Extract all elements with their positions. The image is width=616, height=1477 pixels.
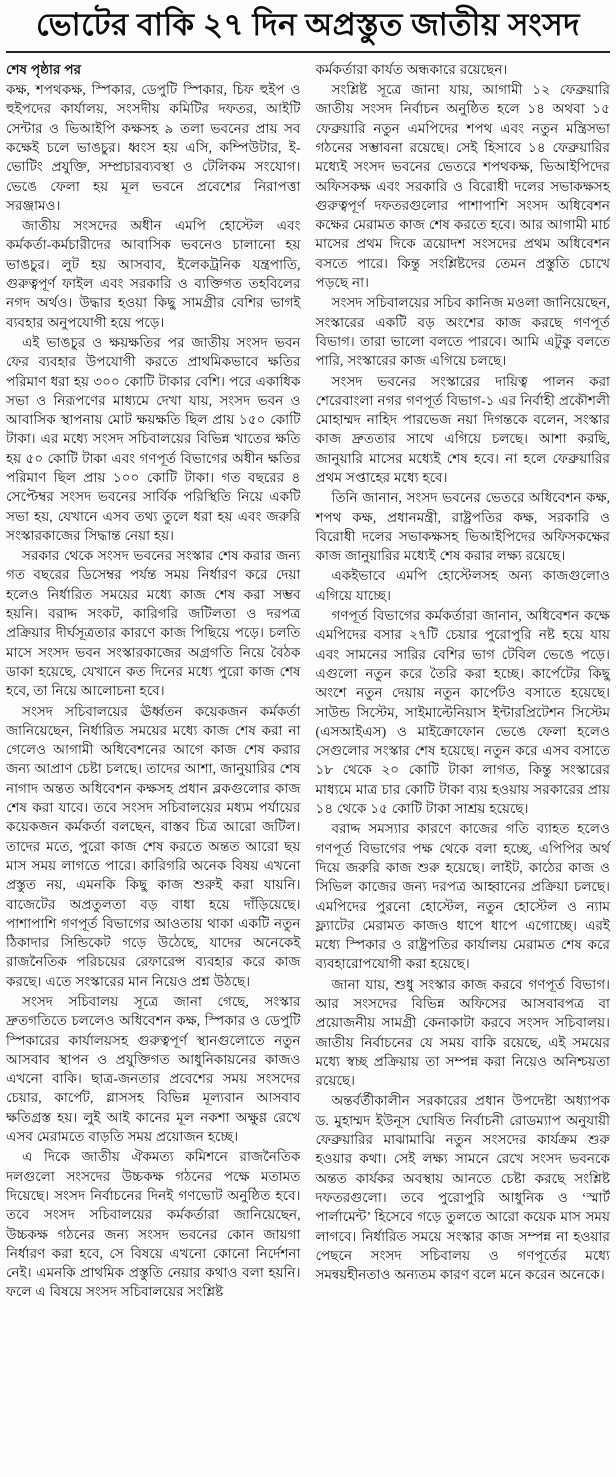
continuation-note: শেষ পৃষ্ঠার পর: [6, 61, 82, 77]
article-column-left: [6, 60, 301, 1303]
article-paragraph: সরকার থেকে সংসদ ভবনের সংস্কার শেষ করার জন্য গত বছরের ডিসেম্বর পর্যন্ত সময় নির্ধারণ করে দেয়া হলেও নির্ধারিত সময়ের মধ্যে কাজ শেষ করা সম্ভব হয়নি। বরাদ্দ সংকট, কারিগরি জটিলতা ও দরপত্র প্রক্রিয়ার দীর্ঘসূত্রতার কারণে কাজ পিছিয়ে পড়ে। চলতি মাসে সংসদ ভবন সংস্কারকাজের অগ্রগতি নিয়ে বৈঠক ডাকা হয়েছে, যেখানে কত দিনের মধ্যে পুরো কাজ শেষ হবে, তা নিয়ে আলোচনা হবে।: [6, 548, 301, 699]
article-body: [6, 60, 610, 1303]
right-column-paragraphs: [316, 60, 611, 1285]
article-paragraph: তিনি জানান, সংসদ ভবনের ভেতরে অধিবেশন কক্ষ, শপথ কক্ষ, প্রধানমন্ত্রী, রাষ্ট্রপতির কক্ষ, সরকারি ও বিরোধী দলের সভাকক্ষসহ ভিআইপিদের অফিসকক্ষের কাজ জানুয়ারির মধ্যেই শেষ করার লক্ষ্য রয়েছে।: [315, 490, 610, 564]
article-paragraph: সংসদ সচিবালয় সূত্রে জানা গেছে, সংস্কার দ্রুতগতিতে চললেও অধিবেশন কক্ষ, স্পিকার ও ডেপুটি স্পিকারের কার্যালয়সহ গুরুত্বপূর্ণ স্থানগুলোতে নতুন আসবাব স্থাপন ও প্রযুক্তিগত আধুনিকায়নের কাজও এখনো বাকি। ছাত্র-জনতার প্রবেশের সময় সংসদের চেয়ার, কার্পেট, গ্লাসসহ বিভিন্ন মূল্যবান আসবাব ক্ষতিগ্রস্ত হয়। লুই আই কানের মূল নকশা অক্ষুণ্ণ রেখে এসব মেরামতে বাড়তি সময় প্রয়োজন হচ্ছে।: [6, 994, 301, 1145]
article-paragraph: সংসদ সচিবালয়ের ঊর্ধ্বতন কয়েকজন কর্মকর্তা জানিয়েছেন, নির্ধারিত সময়ের মধ্যে কাজ শেষ করা না গেলেও আগামী অধিবেশনের আগে কাজ শেষ করার জন্য আপ্রাণ চেষ্টা চলছে। তাদের আশা, জানুয়ারির শেষ নাগাদ অন্তত অধিবেশন কক্ষসহ প্রধান ব্লকগুলোর কাজ শেষ করা যাবে। তবে সংসদ সচিবালয়ের মধ্যম পর্যায়ের কয়েকজন কর্মকর্তা বলছেন, বাস্তব চিত্র আরো জটিল। তাদের মতে, পুরো কাজ শেষ করতে অন্তত আরো ছয় মাস সময় লাগতে পারে। কারিগরি অনেক বিষয় এখনো প্রস্তুত নয়, এমনকি কিছু কাজ শুরুই করা যায়নি। বাজেটের অপ্রতুলতা বড় বাধা হয়ে দাঁড়িয়েছে। পাশাপাশি গণপূর্ত বিভাগের আওতায় থাকা একটি নতুন ঠিকাদার সিন্ডিকেট গড়ে উঠেছে, যাদের অনেকেই রাজনৈতিক পরিচয়ের রেফারেন্স ব্যবহার করে কাজ করছে। এতে সংস্কারের মান নিয়েও প্রশ্ন উঠছে।: [6, 703, 301, 989]
article-column-right: [316, 60, 611, 1303]
article-paragraph: একইভাবে এমপি হোস্টেলসহ অন্য কাজগুলোও এগিয়ে যাচ্ছে।: [315, 568, 610, 603]
article-paragraph: গণপূর্ত বিভাগের কর্মকর্তারা জানান, অধিবেশন কক্ষে এমপিদের বসার ২৭টি চেয়ার পুরোপুরি নষ্ট হয়ে যায় এবং সামনের সারির বেশির ভাগ টেবিল ভেঙে পড়ে। এগুলো নতুন করে তৈরি করা হচ্ছে। কার্পেটের কিছু অংশে নতুন দেয়ায় নতুন কার্পেটও বসাতে হয়েছে। সাউন্ড সিস্টেম, সাইমাল্টেনিয়াস ইন্টারপ্রিটেশন সিস্টেম (এসআইএস) ও মাইক্রোফোন ভেঙে ফেলা হলেও সেগুলোর সংস্কার শেষ হয়েছে। নতুন করে এসব বসাতে ১৮ থেকে ২০ কোটি টাকা লাগত, কিন্তু সংস্কারের মাধ্যমে মাত্র চার কোটি টাকা ব্যয় হওয়ায় সরকারের প্রায় ১৪ থেকে ১৫ কোটি টাকা সাশ্রয় হয়েছে।: [315, 608, 610, 817]
article-paragraph: জানা যায়, শুধু সংস্কার কাজ করবে গণপূর্ত বিভাগ। আর সংসদের বিভিন্ন অফিসের আসবাবপত্র বা প্রয়োজনীয় সামগ্রী কেনাকাটা করবে সংসদ সচিবালয়। জাতীয় নির্বাচনের যে সময় বাকি রয়েছে, এই সময়ের মধ্যে স্বচ্ছ প্রক্রিয়ায় তা সম্পন্ন করা নিয়েও অনিশ্চয়তা রয়েছে।: [315, 976, 610, 1089]
article-paragraph: কক্ষ, শপথকক্ষ, স্পিকার, ডেপুটি স্পিকার, চিফ হুইপ ও হুইপদের কার্যালয়, সংসদীয় কমিটির দফতর, আইটি সেন্টার ও ভিআইপি কক্ষসহ ৯ তলা ভবনের প্রায় সব কক্ষেই চলে ভাঙচুর। ধ্বংস হয় এসি, কম্পিউটার, ই-ভোটিং প্রযুক্তি, সম্প্রচারব্যবস্থা ও টেলিকম সংযোগ। ভেঙে ফেলা হয় মূল ভবনে প্রবেশের নিরাপত্তা সরঞ্জামও।: [6, 82, 301, 213]
article-paragraph: এই ভাঙচুর ও ক্ষয়ক্ষতির পর জাতীয় সংসদ ভবন ফের ব্যবহার উপযোগী করতে প্রাথমিকভাবে ক্ষতির পরিমাণ ধরা হয় ৩০০ কোটি টাকার বেশি। পরে একাধিক সভা ও নিরূপণের মাধ্যমে দেখা যায়, সংসদ ভবন ও আবাসিক স্থাপনায় মোট ক্ষয়ক্ষতি ছিল প্রায় ১৫০ কোটি টাকা। এর মধ্যে সংসদ সচিবালয়ের বিভিন্ন খাতের ক্ষতি হয় ৫০ কোটি টাকা এবং গণপূর্ত বিভাগের অধীন ক্ষতির পরিমাণ ছিল প্রায় ১০০ কোটি টাকা। গত বছরের ৪ সেপ্টেম্বর সংসদ ভবনের সার্বিক পরিস্থিতি নিয়ে একটি সভা হয়, যেখানে এসব তথ্য তুলে ধরা হয় এবং জরুরি সংস্কারকাজের সিদ্ধান্ত নেয়া হয়।: [6, 334, 301, 543]
article-paragraph: বরাদ্দ সমস্যার কারণে কাজের গতি ব্যাহত হলেও গণপূর্ত বিভাগের পক্ষ থেকে বলা হচ্ছে, এপিপির অর্থ দিয়ে জরুরি কাজ শুরু হয়েছে। লাইট, কাঠের কাজ ও সিভিল কাজের জন্য দরপত্র আহ্বানের প্রক্রিয়া চলছে। এমপিদের পুরনো হোস্টেল, নতুন হোস্টেল ও ন্যাম ফ্ল্যাটের মেরামত কাজও ধাপে ধাপে এগোচ্ছে। এরই মধ্যে স্পিকার ও রাষ্ট্রপতির কার্যালয় মেরামত শেষ করে ব্যবহারোপযোগী করা হয়েছে।: [315, 821, 610, 972]
article-paragraph: এ দিকে জাতীয় ঐকমত্য কমিশনে রাজনৈতিক দলগুলো সংসদের উচ্চকক্ষ গঠনের পক্ষে মতামত দিয়েছে। সংসদ নির্বাচনের দিনই গণভোট অনুষ্ঠিত হবে। তবে সংসদ সচিবালয়ের কর্মকর্তারা জানিয়েছেন, উচ্চকক্ষ গঠনের জন্য সংসদ ভবনের কোন জায়গা নির্ধারণ করা হবে, সে বিষয়ে এখনো কোনো নির্দেশনা নেই। এমনকি প্রাথমিক প্রস্তুতি নেয়ার কথাও বলা হয়নি। ফলে এ বিষয়ে সংসদ সচিবালয়ের সংশ্লিষ্ট: [6, 1149, 301, 1300]
article-paragraph: সংসদ ভবনের সংস্কারের দায়িত্ব পালন করা শেরেবাংলা নগর গণপূর্ত বিভাগ-১ এর নির্বাহী প্রকৌশলী মোহাম্মদ নাহিদ পারভেজ নয়া দিগন্তকে বলেন, সংস্কার কাজ দ্রুততার সাথে এগিয়ে চলছে। আশা করছি, জানুয়ারি মাসের মধ্যেই শেষ হবে। না হলে ফেব্রুয়ারির প্রথম সপ্তাহের মধ্যে হবে।: [315, 373, 610, 485]
article-paragraph: সংসদ সচিবালয়ের সচিব কানিজ মওলা জানিয়েছেন, সংস্কারের একটি বড় অংশের কাজ করছে গণপূর্ত বিভাগ। তারা ভালো বলতে পারবে। আমি এটুকু বলতে পারি, সংস্কারের কাজ এগিয়ে চলছে।: [315, 295, 610, 369]
article-paragraph: অন্তর্বর্তীকালীন সরকারের প্রধান উপদেষ্টা অধ্যাপক ড. মুহাম্মদ ইউনূস ঘোষিত নির্বাচনী রোডম্যাপ অনুযায়ী ফেব্রুয়ারির মাঝামাঝি নতুন সংসদের কার্যক্রম শুরু হওয়ার কথা। সেই লক্ষ্য সামনে রেখে সংসদ ভবনকে অন্তত কার্যকর অবস্থায় আনতে চেষ্টা করছে সংশ্লিষ্ট দফতরগুলো। তবে পুরোপুরি আধুনিক ও ‘স্মার্ট পার্লামেন্ট’ হিসেবে গড়ে তুলতে আরো কয়েক মাস সময় লাগবে। নির্ধারিত সময়ে সংস্কার কাজ সম্পন্ন না হওয়ার পেছনে সংসদ সচিবালয় ও গণপূর্তের মধ্যে সমন্বয়হীনতাও অন্যতম কারণ বলে মনে করেন অনেকে।: [315, 1093, 610, 1283]
article-paragraph: জাতীয় সংসদের অধীন এমপি হোস্টেল এবং কর্মকর্তা-কর্মচারীদের আবাসিক ভবনেও চালানো হয় ভাঙচুর। লুট হয় আসবাব, ইলেকট্রনিক যন্ত্রপাতি, গুরুত্বপূর্ণ ফাইল এবং সরকারি ও ব্যক্তিগত তহবিলের নগদ অর্থও। উদ্ধার হওয়া কিছু সামগ্রীর বেশির ভাগই ব্যবহার অনুপযোগী হয়ে পড়ে।: [6, 218, 301, 330]
article-headline: ভোটের বাকি ২৭ দিন অপ্রস্তুত জাতীয় সংসদ: [35, 7, 581, 42]
article-paragraph: কর্মকর্তারা কার্যত অন্ধকারে রয়েছেন।: [315, 61, 508, 77]
headline-divider: [6, 51, 610, 53]
article-paragraph: সংশ্লিষ্ট সূত্রে জানা যায়, আগামী ১২ ফেব্রুয়ারি জাতীয় সংসদ নির্বাচন অনুষ্ঠিত হলে ১৪ অথবা ১৫ ফেব্রুয়ারি নতুন এমপিদের শপথ এবং নতুন মন্ত্রিসভা গঠনের সম্ভাবনা রয়েছে। সেই হিসাবে ১৪ ফেব্রুয়ারির মধ্যেই সংসদ ভবনের ভেতরে শপথকক্ষ, ভিআইপিদের অফিসকক্ষ এবং সরকারি ও বিরোধী দলের সভাকক্ষসহ গুরুত্বপূর্ণ দফতরগুলোর পাশাপাশি সংসদ অধিবেশন কক্ষের মেরামত কাজ শেষ করতে হবে। আর আগামী মার্চ মাসের প্রথম দিকে ত্রয়োদশ সংসদের প্রথম অধিবেশন বসতে পারে। কিন্তু সংশ্লিষ্টদের তেমন প্রস্তুতি চোখে পড়ছে না।: [315, 82, 610, 291]
left-column-paragraphs: [6, 80, 301, 1302]
